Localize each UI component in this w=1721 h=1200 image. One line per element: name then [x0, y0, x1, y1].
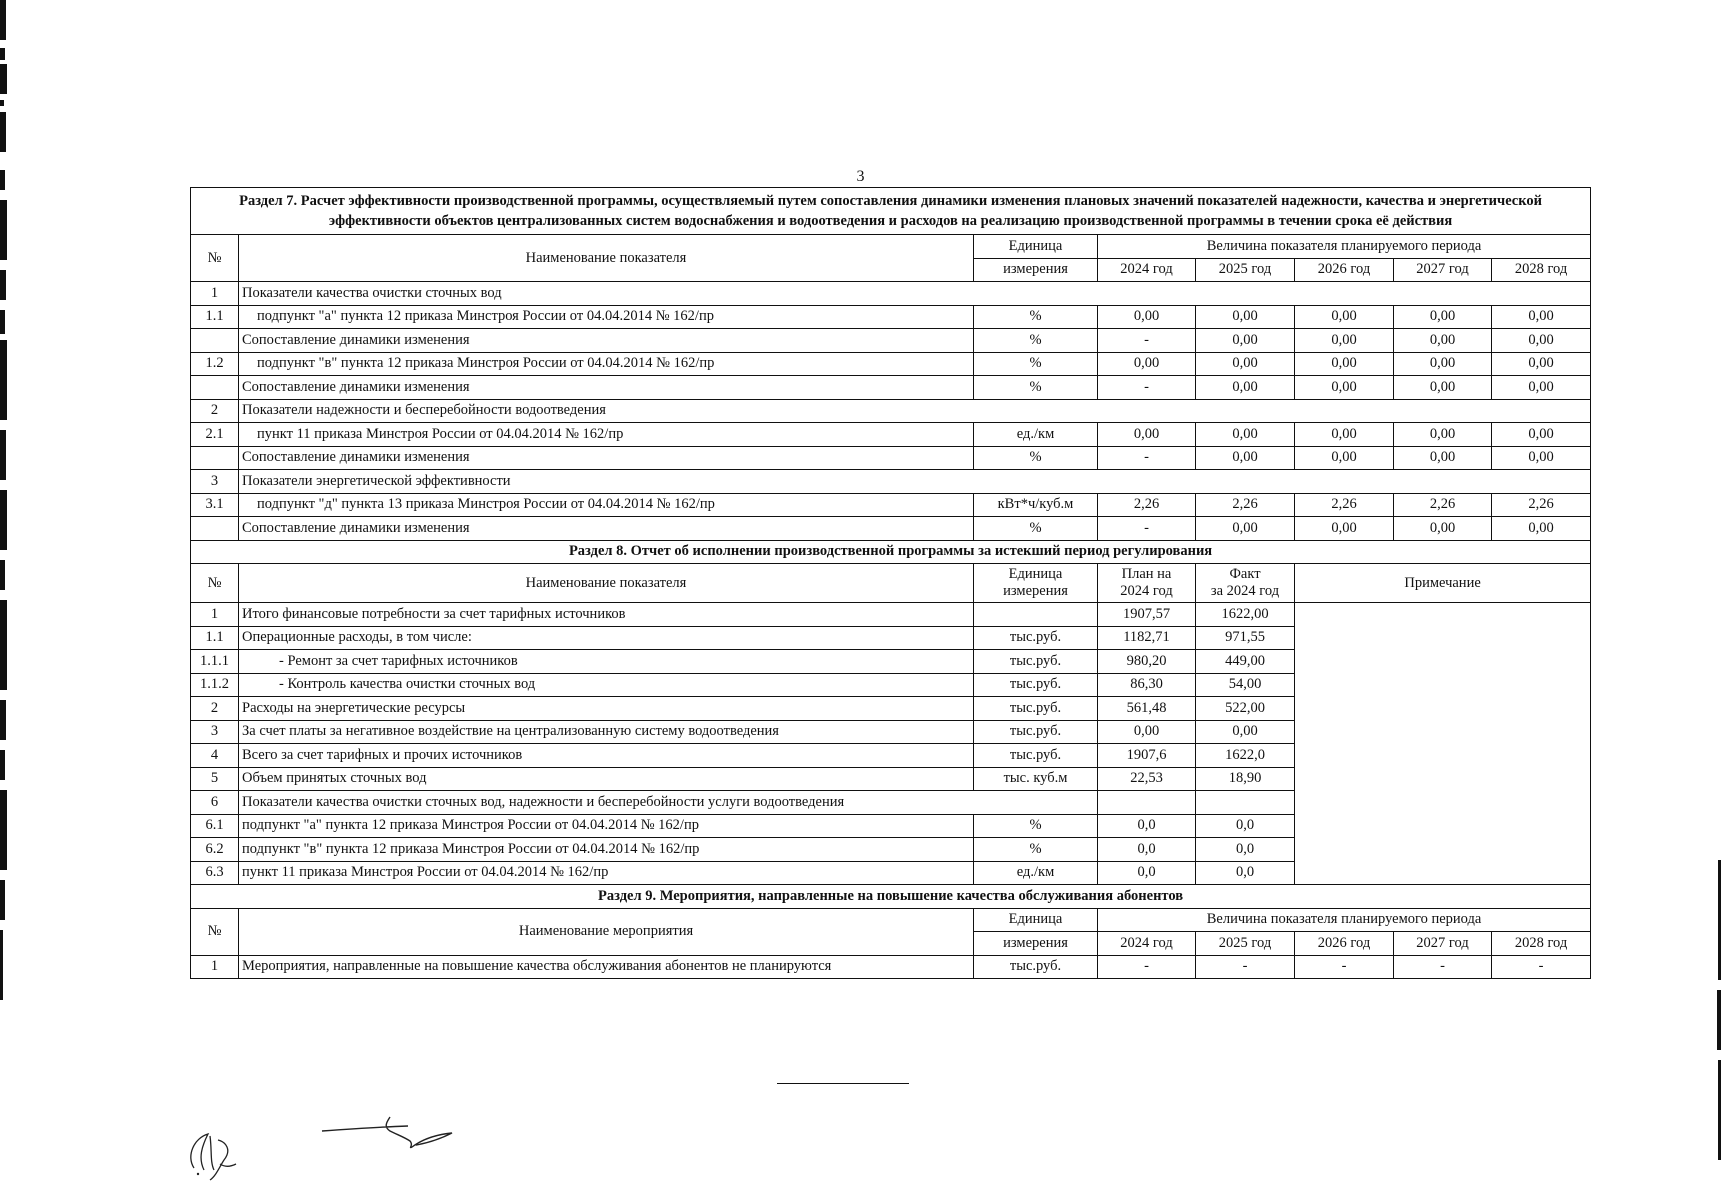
handwritten-signature-1: [180, 1120, 250, 1182]
plan-cell: 561,48: [1098, 697, 1196, 721]
section8-header-row: [191, 564, 1591, 603]
scan-edge-right: [1716, 860, 1721, 1160]
row-number: 1.1: [191, 626, 239, 650]
indicator-name: Операционные расходы, в том числе:: [239, 626, 974, 650]
unit-cell: тыс.руб.: [974, 697, 1098, 721]
section8-row: [191, 603, 1591, 627]
fact-header-line1: Факт: [1229, 566, 1261, 582]
col-year-header: 2024 год: [1098, 258, 1196, 282]
row-number: 2: [191, 697, 239, 721]
page-number: 3: [856, 168, 865, 185]
indicator-name: пункт 11 приказа Минстроя России от 04.04.2014 № 162/пр: [239, 423, 974, 447]
col-year-header: 2026 год: [1295, 258, 1394, 282]
indicator-name: Объем принятых сточных вод: [239, 767, 974, 791]
fact-cell: 0,0: [1196, 814, 1295, 838]
footer-separator-line: [777, 1083, 909, 1084]
measure-name: Мероприятия, направленные на повышение качества обслуживания абонентов не планируются: [239, 955, 974, 979]
row-number: 2: [191, 399, 239, 423]
plan-cell: 86,30: [1098, 673, 1196, 697]
col-unit-header-line2: измерения: [974, 258, 1098, 282]
fact-cell: 54,00: [1196, 673, 1295, 697]
value-cell: 0,00: [1196, 329, 1295, 353]
value-cell: 0,00: [1394, 446, 1492, 470]
plan-cell: 0,0: [1098, 838, 1196, 862]
value-cell: 2,26: [1394, 493, 1492, 517]
value-cell: 0,00: [1295, 376, 1394, 400]
value-cell: 0,00: [1394, 352, 1492, 376]
section7-row: [191, 376, 1591, 400]
value-cell: 0,00: [1196, 305, 1295, 329]
value-cell: 2,26: [1295, 493, 1394, 517]
section7-row: [191, 399, 1591, 423]
unit-cell: %: [974, 329, 1098, 353]
section8-title-row: [191, 540, 1591, 564]
value-cell: 0,00: [1394, 376, 1492, 400]
unit-header-line2: измерения: [1003, 583, 1068, 599]
col-unit-header: [974, 564, 1098, 603]
row-number: 2.1: [191, 423, 239, 447]
unit-cell: тыс.руб.: [974, 720, 1098, 744]
value-cell: 0,00: [1196, 446, 1295, 470]
unit-cell: тыс.руб.: [974, 650, 1098, 674]
section7-row: [191, 329, 1591, 353]
row-number: 6.3: [191, 861, 239, 885]
note-cell: [1295, 603, 1591, 885]
value-cell: 0,00: [1196, 352, 1295, 376]
col-name-header: Наименование показателя: [239, 564, 974, 603]
value-cell: 2,26: [1492, 493, 1591, 517]
col-unit-header-line2: измерения: [974, 932, 1098, 956]
fact-cell: 0,00: [1196, 720, 1295, 744]
value-cell: 0,00: [1492, 446, 1591, 470]
group-title: Показатели надежности и бесперебойности водоотведения: [239, 399, 1591, 423]
unit-header-line1: Единица: [1008, 566, 1063, 582]
value-cell: 0,00: [1295, 423, 1394, 447]
value-cell: 0,00: [1394, 329, 1492, 353]
plan-header-line1: План на: [1121, 566, 1172, 582]
row-number: 1.1.2: [191, 673, 239, 697]
indicator-name: Всего за счет тарифных и прочих источников: [239, 744, 974, 768]
value-cell: 0,00: [1098, 352, 1196, 376]
group-title: Показатели энергетической эффективности: [239, 470, 1591, 494]
value-cell: 0,00: [1394, 423, 1492, 447]
section9-row: [191, 955, 1591, 979]
value-cell: 0,00: [1098, 423, 1196, 447]
value-cell: -: [1196, 955, 1295, 979]
fact-cell: 971,55: [1196, 626, 1295, 650]
value-cell: 0,00: [1098, 305, 1196, 329]
row-number: 1.2: [191, 352, 239, 376]
indicator-name: - Ремонт за счет тарифных источников: [239, 650, 974, 674]
row-number: 1: [191, 282, 239, 306]
section7-row: [191, 282, 1591, 306]
indicator-name: пункт 11 приказа Минстроя России от 04.04.2014 № 162/пр: [239, 861, 974, 885]
plan-cell: 980,20: [1098, 650, 1196, 674]
value-cell: -: [1098, 446, 1196, 470]
row-number: 3: [191, 720, 239, 744]
section9-header-row1: [191, 908, 1591, 932]
plan-cell: 0,00: [1098, 720, 1196, 744]
col-name-header: Наименование мероприятия: [239, 908, 974, 955]
indicator-name: - Контроль качества очистки сточных вод: [239, 673, 974, 697]
plan-cell: 1907,57: [1098, 603, 1196, 627]
value-cell: -: [1295, 955, 1394, 979]
section7-row: [191, 305, 1591, 329]
section7-row: [191, 493, 1591, 517]
value-cell: 0,00: [1295, 329, 1394, 353]
fact-cell: 0,0: [1196, 861, 1295, 885]
value-cell: 2,26: [1196, 493, 1295, 517]
row-number: [191, 446, 239, 470]
value-cell: 0,00: [1492, 423, 1591, 447]
fact-cell: 1622,00: [1196, 603, 1295, 627]
row-number: 5: [191, 767, 239, 791]
col-year-header: 2027 год: [1394, 932, 1492, 956]
col-name-header: Наименование показателя: [239, 235, 974, 282]
unit-cell: %: [974, 814, 1098, 838]
col-period-group-header: Величина показателя планируемого периода: [1098, 908, 1591, 932]
row-number: 6: [191, 791, 239, 815]
col-year-header: 2025 год: [1196, 258, 1295, 282]
indicator-name: Итого финансовые потребности за счет тарифных источников: [239, 603, 974, 627]
unit-cell: тыс.руб.: [974, 673, 1098, 697]
col-plan-header: [1098, 564, 1196, 603]
value-cell: -: [1394, 955, 1492, 979]
col-period-group-header: Величина показателя планируемого периода: [1098, 235, 1591, 259]
indicator-name: Расходы на энергетические ресурсы: [239, 697, 974, 721]
fact-cell: 0,0: [1196, 838, 1295, 862]
unit-cell: тыс.руб.: [974, 955, 1098, 979]
row-number: 6.1: [191, 814, 239, 838]
unit-cell: %: [974, 376, 1098, 400]
indicator-name: подпункт "а" пункта 12 приказа Минстроя России от 04.04.2014 № 162/пр: [239, 305, 974, 329]
plan-cell: 1182,71: [1098, 626, 1196, 650]
plan-cell: 1907,6: [1098, 744, 1196, 768]
value-cell: -: [1492, 955, 1591, 979]
unit-cell: %: [974, 305, 1098, 329]
unit-cell: тыс.руб.: [974, 744, 1098, 768]
handwritten-signature-2: [320, 1115, 460, 1160]
plan-cell: 0,0: [1098, 814, 1196, 838]
row-number: [191, 376, 239, 400]
value-cell: 0,00: [1394, 305, 1492, 329]
indicator-name: За счет платы за негативное воздействие на централизованную систему водоотведения: [239, 720, 974, 744]
plan-cell: [1098, 791, 1196, 815]
col-year-header: 2025 год: [1196, 932, 1295, 956]
indicator-name: подпункт "в" пункта 12 приказа Минстроя России от 04.04.2014 № 162/пр: [239, 838, 974, 862]
value-cell: 0,00: [1295, 352, 1394, 376]
row-number: 1: [191, 603, 239, 627]
unit-cell: [974, 603, 1098, 627]
value-cell: 2,26: [1098, 493, 1196, 517]
value-cell: 0,00: [1492, 376, 1591, 400]
unit-cell: кВт*ч/куб.м: [974, 493, 1098, 517]
col-year-header: 2024 год: [1098, 932, 1196, 956]
value-cell: 0,00: [1492, 329, 1591, 353]
row-number: 1: [191, 955, 239, 979]
col-year-header: 2028 год: [1492, 932, 1591, 956]
section7-row: [191, 352, 1591, 376]
col-unit-header-line1: Единица: [974, 908, 1098, 932]
row-number: 6.2: [191, 838, 239, 862]
group-title: Показатели качества очистки сточных вод: [239, 282, 1591, 306]
fact-header-line2: за 2024 год: [1210, 583, 1280, 599]
unit-cell: ед./км: [974, 861, 1098, 885]
fact-cell: 449,00: [1196, 650, 1295, 674]
section7-header-row1: [191, 235, 1591, 259]
section8-title: Раздел 8. Отчет об исполнении производственной программы за истекший период регулирования: [191, 540, 1591, 564]
col-year-header: 2027 год: [1394, 258, 1492, 282]
unit-cell: тыс.руб.: [974, 626, 1098, 650]
fact-cell: [1196, 791, 1295, 815]
plan-header-line2: 2024 год: [1120, 583, 1173, 599]
value-cell: 0,00: [1492, 305, 1591, 329]
indicator-name: подпункт "а" пункта 12 приказа Минстроя России от 04.04.2014 № 162/пр: [239, 814, 974, 838]
value-cell: 0,00: [1196, 376, 1295, 400]
section7-row: [191, 446, 1591, 470]
indicator-name: подпункт "в" пункта 12 приказа Минстроя России от 04.04.2014 № 162/пр: [239, 352, 974, 376]
value-cell: 0,00: [1196, 517, 1295, 541]
row-number: 3.1: [191, 493, 239, 517]
value-cell: -: [1098, 517, 1196, 541]
section9-title: Раздел 9. Мероприятия, направленные на повышение качества обслуживания абонентов: [191, 885, 1591, 909]
col-year-header: 2026 год: [1295, 932, 1394, 956]
value-cell: 0,00: [1394, 517, 1492, 541]
plan-cell: 22,53: [1098, 767, 1196, 791]
unit-cell: %: [974, 446, 1098, 470]
row-number: 1.1: [191, 305, 239, 329]
unit-cell: %: [974, 517, 1098, 541]
value-cell: 0,00: [1295, 446, 1394, 470]
value-cell: -: [1098, 376, 1196, 400]
section7-title: Раздел 7. Расчет эффективности производственной программы, осуществляемый путем сопоставления динамики изменения плановых значений показателей надежности, качества и энергетической эффективности объектов централизованных систем водоснабжения и водоотведения и расходов на реализацию производственной программы в течении срока её действия: [191, 188, 1591, 235]
value-cell: 0,00: [1295, 517, 1394, 541]
fact-cell: 1622,0: [1196, 744, 1295, 768]
indicator-name: Сопоставление динамики изменения: [239, 376, 974, 400]
row-number: 1.1.1: [191, 650, 239, 674]
scan-edge-left: [0, 0, 8, 1010]
plan-cell: 0,0: [1098, 861, 1196, 885]
indicator-name: подпункт "д" пункта 13 приказа Минстроя России от 04.04.2014 № 162/пр: [239, 493, 974, 517]
col-no-header: №: [191, 564, 239, 603]
col-note-header: Примечание: [1295, 564, 1591, 603]
value-cell: 0,00: [1492, 517, 1591, 541]
col-year-header: 2028 год: [1492, 258, 1591, 282]
report-table: [190, 187, 1591, 979]
unit-cell: %: [974, 352, 1098, 376]
value-cell: 0,00: [1492, 352, 1591, 376]
indicator-name: Сопоставление динамики изменения: [239, 329, 974, 353]
row-number: 3: [191, 470, 239, 494]
fact-cell: 522,00: [1196, 697, 1295, 721]
section7-row: [191, 470, 1591, 494]
value-cell: 0,00: [1196, 423, 1295, 447]
col-no-header: №: [191, 235, 239, 282]
row-number: [191, 329, 239, 353]
fact-cell: 18,90: [1196, 767, 1295, 791]
unit-cell: %: [974, 838, 1098, 862]
col-no-header: №: [191, 908, 239, 955]
indicator-name: Сопоставление динамики изменения: [239, 517, 974, 541]
section7-row: [191, 517, 1591, 541]
section7-row: [191, 423, 1591, 447]
row-number: 4: [191, 744, 239, 768]
section7-title-row: [191, 188, 1591, 235]
section9-title-row: [191, 885, 1591, 909]
row-number: [191, 517, 239, 541]
value-cell: -: [1098, 955, 1196, 979]
group-title: Показатели качества очистки сточных вод, надежности и бесперебойности услуги водоотведения: [239, 791, 1098, 815]
col-unit-header-line1: Единица: [974, 235, 1098, 259]
indicator-name: Сопоставление динамики изменения: [239, 446, 974, 470]
unit-cell: тыс. куб.м: [974, 767, 1098, 791]
value-cell: -: [1098, 329, 1196, 353]
value-cell: 0,00: [1295, 305, 1394, 329]
unit-cell: ед./км: [974, 423, 1098, 447]
col-fact-header: [1196, 564, 1295, 603]
